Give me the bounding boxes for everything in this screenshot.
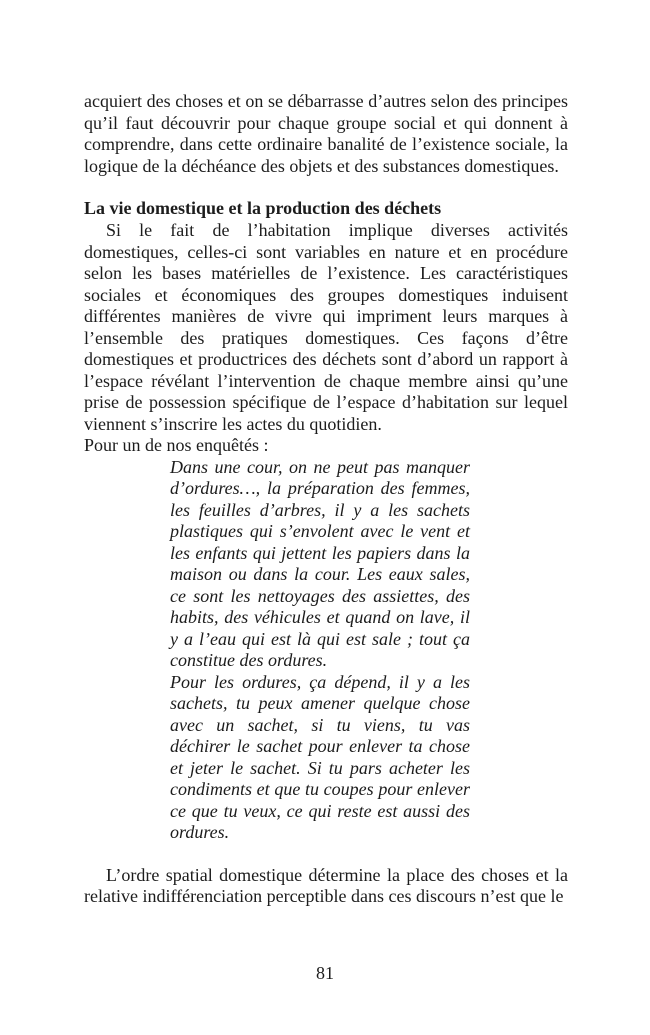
paragraph-spacer <box>84 844 568 865</box>
quote-intro: Pour un de nos enquêtés : <box>84 435 269 455</box>
intro-paragraph: acquiert des choses et on se débarrasse d’autres selon des principes qu’il faut découvrir pour chaque groupe social et qui donnent à comprendre, dans cette ordinaire banalité de l’existence sociale, la logique de la déchéance des objets et des substances domestiques. <box>84 91 568 176</box>
quote-paragraph-1: Dans une cour, on ne peut pas manquer d’ordures…, la préparation des femmes, les feuilles d’arbres, il y a les sachets plastiques qui s’envolent avec le vent et les enfants qui jettent les papiers dans la maison ou dans la cour. Les eaux sales, ce sont les nettoyages des assiettes, des habits, des véhicules et quand on lave, il y a l’eau qui est là qui est sale ; tout ça constitue des ordures. <box>170 456 470 670</box>
page-number: 81 <box>316 963 334 983</box>
section-heading: La vie domestique et la production des déchets <box>84 198 442 218</box>
interview-quote <box>84 457 568 844</box>
quote-paragraph-2: Pour les ordures, ça dépend, il y a les sachets, tu peux amener quelque chose avec un sachet, si tu viens, tu vas déchirer le sachet pour enlever ta chose et jeter le sachet. Si tu pars acheter les condiments et que tu coupes pour enlever ce que tu veux, ce qui reste est aussi des ordures. <box>170 671 470 842</box>
page-body <box>84 91 568 908</box>
closing-paragraph: L’ordre spatial domestique détermine la place des choses et la relative indifférenciation perceptible dans ces discours n’est que le <box>84 864 568 906</box>
section-paragraph: Si le fait de l’habitation implique diverses activités domestiques, celles-ci sont variables en nature et en procédure selon les bases matérielles de l’existence. Les caractéristiques sociales et économiques des groupes domestiques induisent différentes manières de vivre qui impriment leurs marques à l’ensemble des pratiques domestiques. Ces façons d’être domestiques et productrices des déchets sont d’abord un rapport à l’espace révélant l’intervention de chaque membre ainsi qu’une prise de possession spécifique de l’espace d’habitation sur lequel viennent s’inscrire les actes du quotidien. <box>84 220 568 434</box>
